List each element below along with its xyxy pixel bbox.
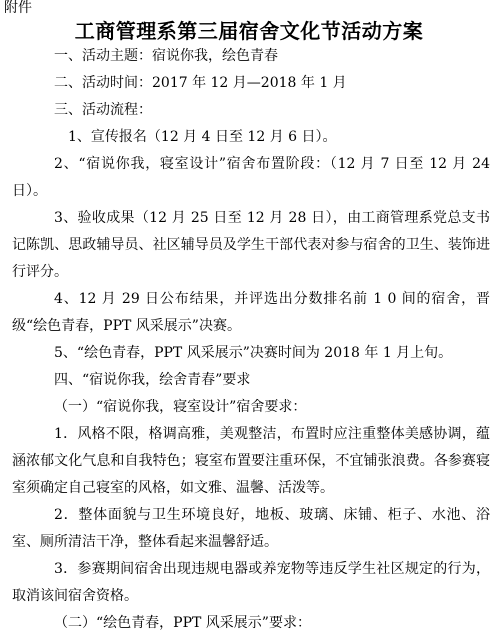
subsection-1-heading: （一）“宿说你我，寝室设计”宿舍要求： bbox=[54, 399, 307, 415]
requirements-heading: 四、“宿说你我，绘舍青春”要求 bbox=[54, 372, 251, 388]
process-step-3: 3、验收成果（12 月 25 日至 12 月 28 日），由工商管理系党总支书记陈凯、思政辅导员、社区辅导员及学生干部代表对参与宿舍的卫生、装饰进行评分。 bbox=[12, 210, 490, 280]
process-step-5: 5、“绘色青春，PPT 风采展示”决赛时间为 2018 年 1 月上旬。 bbox=[54, 345, 453, 361]
requirement-1: 1．风格不限，格调高雅，美观整洁，布置时应注重整体美感协调，蕴涵浓郁文化气息和自我特色；寝室布置要注重环保，不宜铺张浪费。各参赛寝室须确定自己寝室的风格，如文雅、温馨、活泼等。 bbox=[12, 426, 490, 496]
subsection-2-heading: （二）“绘色青春，PPT 风采展示”要求： bbox=[54, 615, 311, 631]
process-step-1: 1、宣传报名（12 月 4 日至 12 月 6 日）。 bbox=[68, 129, 337, 145]
requirement-2: 2．整体面貌与卫生环境良好，地板、玻璃、床铺、柜子、水池、浴室、厕所清洁干净，整体看起来温馨舒适。 bbox=[12, 507, 490, 550]
process-heading: 三、活动流程： bbox=[54, 102, 152, 118]
activity-time: 二、活动时间：2017 年 12 月—2018 年 1 月 bbox=[54, 75, 347, 91]
document-title: 工商管理系第三届宿舍文化节活动方案 bbox=[74, 19, 424, 43]
attachment-label: 附件 bbox=[4, 0, 32, 16]
process-step-2: 2、“宿说你我，寝室设计”宿舍布置阶段：（12 月 7 日至 12 月 24 日）。 bbox=[12, 156, 490, 199]
requirement-3: 3．参赛期间宿舍出现违规电器或养宠物等违反学生社区规定的行为，取消该间宿舍资格。 bbox=[12, 561, 490, 604]
process-step-4: 4、12 月 29 日公布结果，并评选出分数排名前 1 0 间的宿舍，晋级“绘色青春，PPT 风采展示”决赛。 bbox=[12, 291, 490, 334]
document-body bbox=[12, 43, 490, 637]
activity-theme: 一、活动主题：宿说你我，绘色青春 bbox=[54, 48, 278, 64]
